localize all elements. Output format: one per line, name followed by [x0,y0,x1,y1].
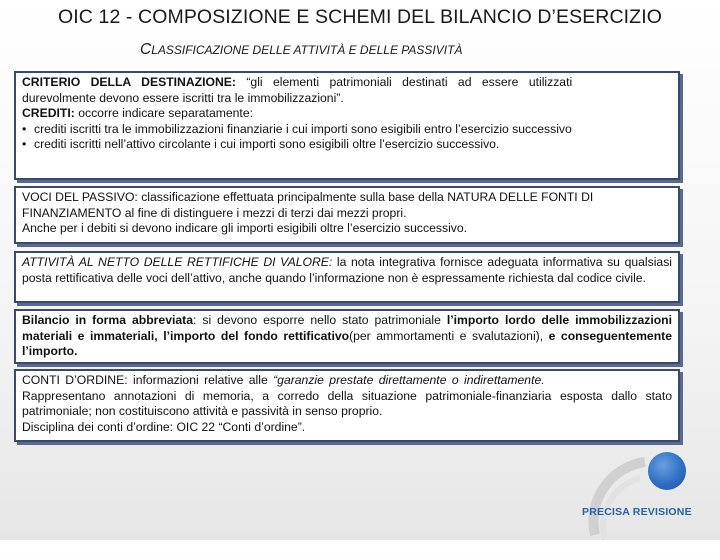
bullet-item [22,137,672,153]
abbreviato-text-1: : si devono esporre nello stato patrimoniale [193,313,447,327]
crediti-text: occorre indicare separatamente: [74,106,253,120]
conti-ordine-disciplina: Disciplina dei conti d’ordine: OIC 22 “Conti d’ordine”. [22,419,306,434]
conti-ordine-text-2: “garanzie prestate direttamente o indirettamente. [273,373,545,387]
subtitle-rest: LASSIFICAZIONE DELLE ATTIVITÀ E DELLE PASSIVITÀ [151,43,463,57]
logo-arc-icon [575,440,715,560]
bullet-text: crediti iscritti tra le immobilizzazioni finanziarie i cui importi sono esigibili entro l’esercizio successivo [34,121,572,136]
abbreviato-label: Bilancio in forma abbreviata [22,313,193,327]
subtitle-initial: C [140,41,152,58]
criterio-text: “gli elementi patrimoniali destinati ad essere utilizzati [235,75,573,89]
criterio-paragraph [22,75,672,91]
criterio-label: CRITERIO DELLA DESTINAZIONE: [22,75,236,89]
box-voci-passivo [14,186,680,244]
conti-ordine-memoria: Rappresentano annotazioni di memoria, a corredo della situazione patrimoniale-finanziaria esposta dallo stato patrimoniale; non costituiscono attività e passività in senso proprio. [22,388,672,418]
bullet-text: crediti iscritti nell’attivo circolante i cui importi sono esigibili oltre l’esercizio successivo. [34,137,500,151]
box-attivita-netto [14,251,680,303]
crediti-paragraph [22,106,672,122]
abbreviato-text-2: l’importo lordo delle immobilizzazioni materiali e immateriali, l’importo del fondo rettificativo [22,313,672,343]
logo-circle-icon [648,452,686,490]
bullet-icon: • [22,137,27,151]
criterio-text-cont: durevolmente devono essere iscritti tra le immobilizzazioni”. [22,90,344,105]
passivo-paragraph [22,190,672,221]
page-title: OIC 12 - COMPOSIZIONE E SCHEMI DEL BILANCIO D’ESERCIZIO [58,6,662,28]
box-classificazione-attivita [14,71,680,180]
bullet-item [22,122,672,138]
passivo-label: VOCI DEL PASSIVO: [22,190,138,204]
brand-logo-text: PRECISA REVISIONE [582,506,692,518]
page-subtitle [140,41,462,59]
attivita-netto-label: ATTIVITÀ AL NETTO DELLE RETTIFICHE DI VALORE: [22,255,333,269]
abbreviato-text-4: e conseguentemente l’importo. [22,328,672,358]
passivo-text-3: al fine di distinguere i mezzi di terzi dai mezzi propri. [121,205,407,220]
passivo-text-2: NATURA DELLE FONTI DI FINANZIAMENTO [22,190,594,220]
passivo-text-1: classificazione effettuata principalmente sulla base della [137,190,448,204]
attivita-netto-text: la nota integrativa fornisce adeguata informativa su qualsiasi posta rettificativa delle voci dell’attivo, anche quando l’informazione non è espressamente richiesta dal codice civile. [22,255,672,285]
conti-ordine-text-1: informazioni relative alle [127,373,274,387]
bullet-icon: • [22,121,27,136]
box-bilancio-abbreviato [14,309,680,364]
abbreviato-text-3: (per ammortamenti e svalutazioni), [349,328,549,343]
crediti-label: CREDITI: [22,106,75,120]
box-conti-ordine [14,369,680,442]
passivo-debiti: Anche per i debiti si devono indicare gli importi esigibili oltre l’esercizio successivo. [22,221,468,235]
conti-ordine-paragraph [22,373,672,389]
conti-ordine-label: CONTI D’ORDINE: [22,373,128,387]
